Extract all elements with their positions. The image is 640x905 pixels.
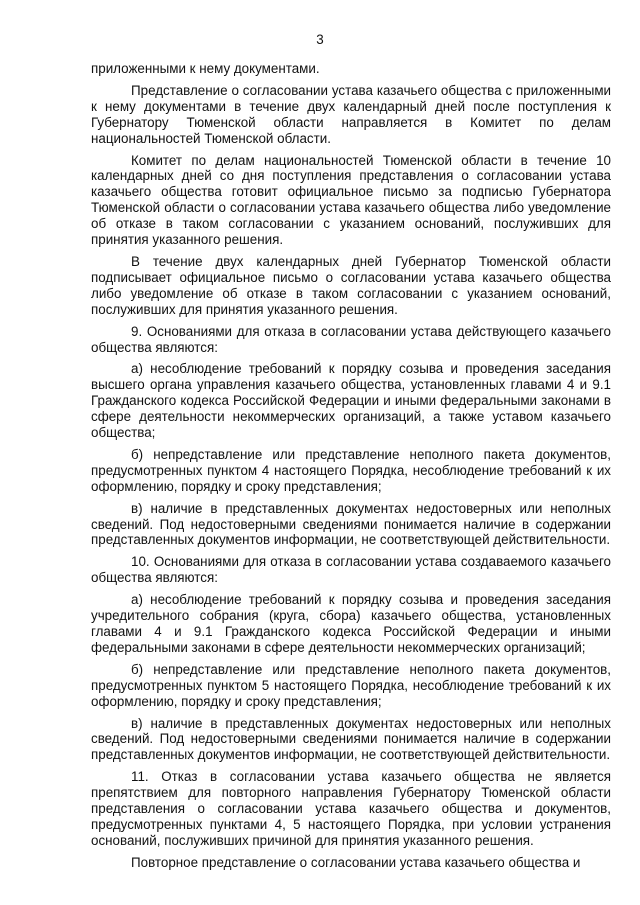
paragraph: в) наличие в представленных документах недостоверных или неполных сведений. Под недостоверными сведениями понимается наличие в содержании представленных документов информации, не соответствующей действительности. [91,500,611,548]
paragraph: Повторное представление о согласовании устава казачьего общества и [131,854,581,870]
paragraph: Комитет по делам национальностей Тюменской области в течение 10 календарных дней со дня поступления представления о согласовании устава казачьего общества готовит официальное письмо за подписью Губернатора Тюменской области о согласовании устава казачьего общества либо уведомление об отказе в таком согласовании с указанием оснований, послуживших для принятия указанного решения. [91,152,611,248]
paragraph: Представление о согласовании устава казачьего общества с приложенными к нему документами в течение двух календарный дней после поступления к Губернатору Тюменской области направляется в Комитет по делам национальностей Тюменской области. [91,82,611,146]
paragraph: в) наличие в представленных документах недостоверных или неполных сведений. Под недостоверными сведениями понимается наличие в содержании представленных документов информации, не соответствующей действительности. [91,715,611,763]
page-number: 3 [316,32,324,47]
paragraph: В течение двух календарных дней Губернатор Тюменской области подписывает официальное письмо о согласовании устава казачьего общества либо уведомление об отказе в таком согласовании с указанием оснований, послуживших для принятия указанного решения. [91,253,611,317]
paragraph: приложенными к нему документами. [91,61,320,76]
paragraph: б) непредставление или представление неполного пакета документов, предусмотренных пунктом 4 настоящего Порядка, несоблюдение требований к их оформлению, порядку и сроку представления; [91,446,611,494]
paragraph: а) несоблюдение требований к порядку созыва и проведения заседания высшего органа управления казачьего общества, установленных главами 4 и 9.1 Гражданского кодекса Российской Федерации и иными федеральными законами в сфере деятельности некоммерческих организаций, а также уставом казачьего общества; [91,361,611,441]
paragraph: 9. Основаниями для отказа в согласовании устава действующего казачьего общества являются: [91,323,611,355]
document-body [91,61,611,871]
paragraph: 10. Основаниями для отказа в согласовании устава создаваемого казачьего общества являются: [91,554,611,586]
paragraph: б) непредставление или представление неполного пакета документов, предусмотренных пунктом 5 настоящего Порядка, несоблюдение требований к их оформлению, порядку и сроку представления; [91,661,611,709]
paragraph: а) несоблюдение требований к порядку созыва и проведения заседания учредительного собрания (круга, сбора) казачьего общества, установленных главами 4 и 9.1 Гражданского кодекса Российской Федерации и иными федеральными законами в сфере деятельности некоммерческих организаций; [91,592,611,655]
paragraph: 11. Отказ в согласовании устава казачьего общества не является препятствием для повторного направления Губернатору Тюменской области представления о согласовании устава казачьего общества и документов, предусмотренных пунктами 4, 5 настоящего Порядка, при условии устранения оснований, послуживших причиной для принятия указанного решения. [91,769,611,848]
